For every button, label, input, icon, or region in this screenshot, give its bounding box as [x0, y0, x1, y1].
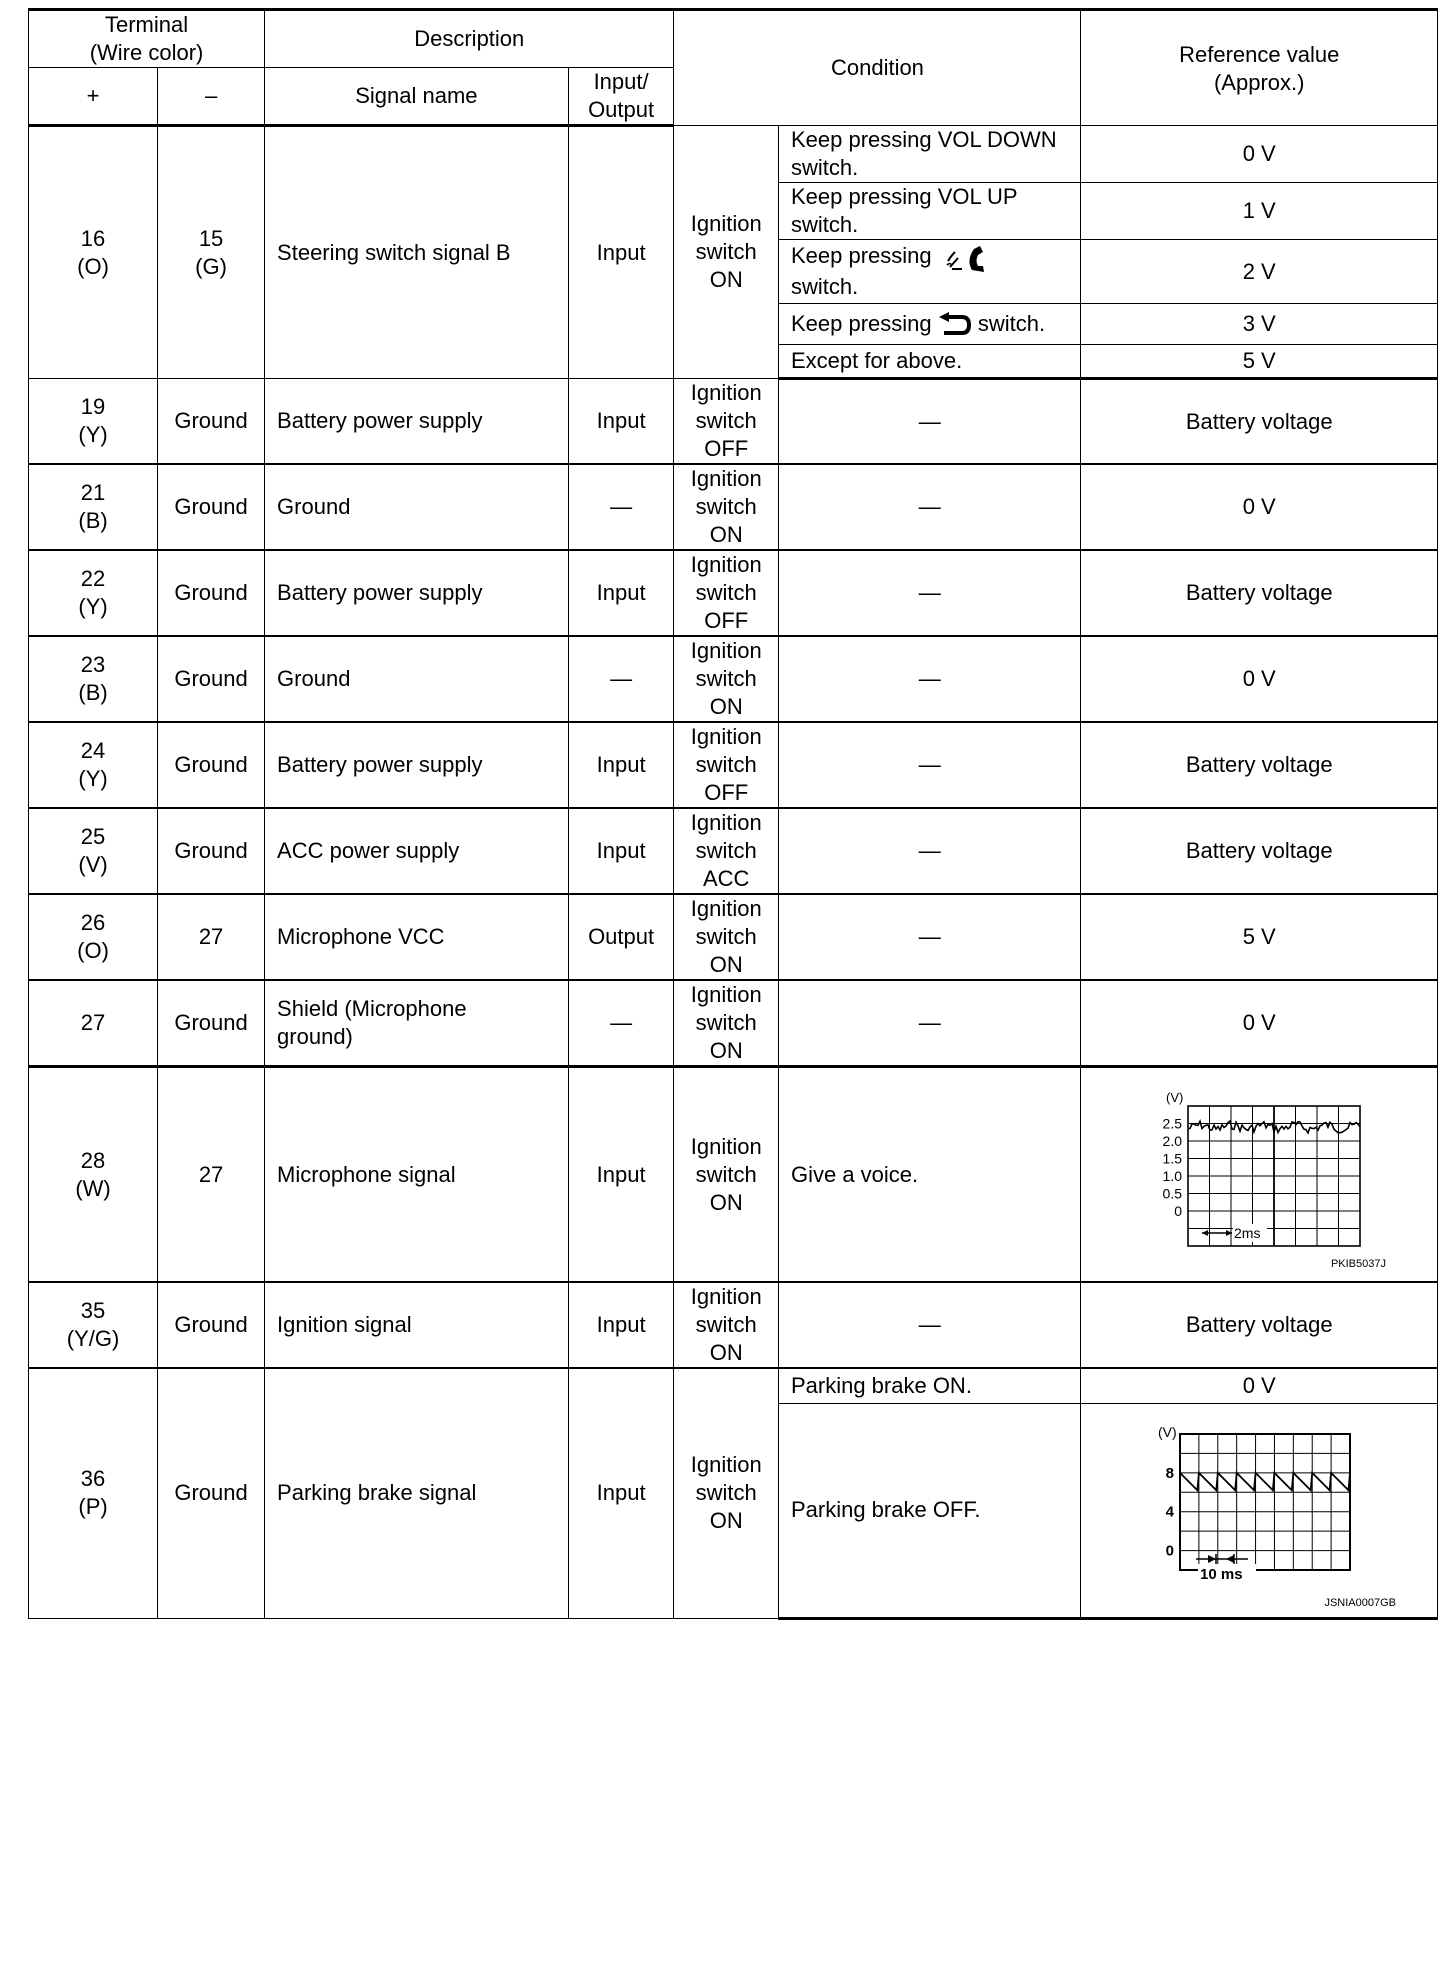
wire-color: (Y)	[78, 594, 108, 619]
condition-line: Ignition	[690, 211, 762, 236]
sub-condition: Except for above.	[778, 345, 1080, 379]
y-tick-label: 8	[1165, 1464, 1175, 1482]
time-scale-marker	[1196, 1554, 1256, 1583]
ignition-condition	[674, 379, 779, 465]
condition-line: Ignition	[690, 1284, 762, 1309]
terminal-number: 27	[80, 1010, 106, 1035]
condition-text: switch.	[977, 310, 1046, 336]
terminal-number: 36	[80, 1466, 106, 1492]
signal-name	[265, 808, 569, 894]
condition-line: switch	[695, 494, 757, 519]
sub-condition: —	[778, 980, 1080, 1067]
io-header-line: Input/	[593, 69, 649, 94]
plus-header: +	[29, 68, 158, 126]
terminal-number: 21	[80, 480, 106, 505]
minus-terminal	[158, 126, 265, 379]
condition-line: switch	[695, 1010, 757, 1035]
ignition-condition	[674, 980, 779, 1067]
condition-line: switch	[695, 580, 757, 605]
y-tick-label: 0	[1174, 1203, 1183, 1219]
reference-value: 1 V	[1081, 183, 1438, 240]
reference-value: 0 V	[1081, 1368, 1438, 1403]
io-type: Input	[568, 1368, 674, 1618]
io-type: Output	[568, 894, 674, 980]
signal-name: Parking brake signal	[265, 1368, 569, 1618]
wire-color: (B)	[78, 508, 108, 533]
minus-terminal: Ground	[158, 1368, 265, 1618]
table-row	[29, 808, 1438, 894]
y-tick-label: 4	[1165, 1503, 1175, 1521]
terminal-number: 22	[80, 566, 106, 591]
ignition-condition	[674, 1282, 779, 1368]
condition-line: ON	[709, 1340, 743, 1365]
minus-terminal: Ground	[158, 550, 265, 636]
condition-line: Ignition	[690, 1133, 762, 1159]
reference-value: 5 V	[1081, 894, 1438, 980]
wire-color: (P)	[78, 1494, 108, 1520]
signal-name-line: ground)	[277, 1024, 353, 1049]
reference-value: 5 V	[1081, 345, 1438, 379]
wire-color: (Y)	[78, 766, 108, 791]
wire-color: (Y)	[78, 422, 108, 447]
plus-terminal	[29, 980, 158, 1067]
plus-terminal	[29, 722, 158, 808]
ignition-condition	[674, 126, 779, 379]
terminal-number: 26	[80, 910, 106, 935]
plus-terminal	[29, 808, 158, 894]
terminal-number: 23	[80, 652, 106, 677]
minus-terminal: Ground	[158, 722, 265, 808]
condition-line: switch	[695, 1161, 757, 1187]
signal-name	[265, 894, 569, 980]
condition-line: switch	[695, 924, 757, 949]
condition-text: Keep pressing	[790, 243, 932, 269]
condition-line: Ignition	[690, 638, 762, 663]
wire-color: (V)	[78, 852, 108, 877]
io-type: Input	[568, 722, 674, 808]
condition-line: Ignition	[690, 466, 762, 491]
parking-brake-wave	[1180, 1472, 1350, 1489]
sub-condition	[778, 183, 1080, 240]
condition-text: Keep pressing	[790, 310, 932, 336]
reference-value: 0 V	[1081, 126, 1438, 183]
sub-condition: Parking brake OFF.	[778, 1403, 1080, 1618]
plus-terminal	[29, 1282, 158, 1368]
plus-terminal	[29, 464, 158, 550]
condition-line: switch	[695, 752, 757, 777]
reference-value: 0 V	[1081, 636, 1438, 722]
reference-value: Battery voltage	[1081, 722, 1438, 808]
description-header: Description	[265, 10, 674, 68]
terminal-header-line: Terminal	[104, 12, 189, 37]
sub-condition	[778, 304, 1080, 345]
ignition-condition	[674, 1067, 779, 1283]
sub-condition: —	[778, 636, 1080, 722]
condition-line: switch	[695, 1480, 757, 1506]
condition-line: switch	[695, 666, 757, 691]
sub-condition: Parking brake ON.	[778, 1368, 1080, 1403]
table-row	[29, 1282, 1438, 1368]
terminal-number: 16	[80, 225, 106, 251]
terminal-header-line: (Wire color)	[89, 40, 204, 65]
sub-condition: —	[778, 894, 1080, 980]
signal-name-line: Shield (Microphone	[277, 996, 467, 1021]
table-row	[29, 1067, 1438, 1283]
io-type: Input	[568, 808, 674, 894]
reference-header	[1081, 10, 1438, 126]
condition-line: switch.	[790, 273, 859, 299]
plus-terminal	[29, 636, 158, 722]
terminal-number: 25	[80, 824, 106, 849]
io-header-line: Output	[588, 97, 655, 122]
sub-condition	[778, 126, 1080, 183]
time-scale-label: 10 ms	[1200, 1565, 1243, 1583]
condition-line: switch	[695, 408, 757, 433]
condition-line	[791, 242, 1068, 272]
microphone-oscilloscope	[1114, 1068, 1404, 1274]
reference-value: Battery voltage	[1081, 550, 1438, 636]
condition-line: Ignition	[690, 724, 762, 749]
time-scale-label: 2ms	[1234, 1225, 1261, 1241]
condition-line: switch	[695, 838, 757, 863]
grid-frame	[1180, 1434, 1350, 1570]
signal-name	[265, 636, 569, 722]
reference-value: 0 V	[1081, 980, 1438, 1067]
condition-line: ON	[709, 1508, 743, 1534]
y-tick-label: 2.5	[1162, 1115, 1183, 1132]
signal-name	[265, 722, 569, 808]
condition-header: Condition	[674, 10, 1081, 126]
minus-terminal: 27	[158, 1067, 265, 1283]
ignition-condition	[674, 894, 779, 980]
parking-brake-waveform	[1081, 1403, 1438, 1618]
wire-color: (B)	[78, 680, 108, 705]
condition-line: Keep pressing VOL DOWN	[790, 127, 1057, 152]
signal-name-line: Microphone VCC	[277, 924, 445, 949]
io-type: —	[568, 636, 674, 722]
plus-terminal	[29, 1067, 158, 1283]
reference-value: Battery voltage	[1081, 1282, 1438, 1368]
table-row	[29, 126, 1438, 183]
minus-header: –	[158, 68, 265, 126]
condition-line: OFF	[704, 608, 749, 633]
terminal-number: 19	[80, 394, 106, 419]
table-row	[29, 550, 1438, 636]
plus-terminal	[29, 894, 158, 980]
y-tick-label: 0.5	[1162, 1185, 1183, 1202]
reference-value: Battery voltage	[1081, 808, 1438, 894]
condition-line: switch.	[790, 212, 859, 237]
terminal-header	[29, 10, 265, 68]
reference-header-line: Reference value	[1179, 42, 1340, 67]
signal-name-line: Battery power supply	[277, 580, 483, 605]
ignition-condition	[674, 722, 779, 808]
plus-terminal	[29, 126, 158, 379]
reference-value: 3 V	[1081, 304, 1438, 345]
y-tick-label: 0	[1165, 1542, 1175, 1560]
table-row	[29, 636, 1438, 722]
minus-terminal: Ground	[158, 980, 265, 1067]
ignition-condition	[674, 1368, 779, 1618]
table-row	[29, 722, 1438, 808]
wire-color: (Y/G)	[66, 1326, 120, 1351]
condition-line: OFF	[704, 436, 749, 461]
io-type: —	[568, 980, 674, 1067]
condition-line: Keep pressing VOL UP	[790, 184, 1018, 209]
condition-line: Ignition	[690, 982, 762, 1007]
condition-line: OFF	[704, 780, 749, 805]
condition-line: switch.	[790, 155, 859, 180]
signal-name-line: Ground	[277, 494, 351, 519]
minus-terminal: 27	[158, 894, 265, 980]
sub-condition: —	[778, 464, 1080, 550]
minus-terminal: Ground	[158, 636, 265, 722]
plus-terminal	[29, 379, 158, 465]
ignition-condition	[674, 550, 779, 636]
condition-line: Ignition	[690, 810, 762, 835]
signal-name: Ignition signal	[265, 1282, 569, 1368]
condition-line: ON	[709, 1189, 743, 1215]
terminal-reference-table	[28, 8, 1438, 1620]
terminal-number: 35	[80, 1298, 106, 1323]
ignition-condition	[674, 464, 779, 550]
condition-line: ON	[709, 1038, 743, 1063]
scope-unit: (V)	[1166, 1090, 1184, 1105]
wire-color: (G)	[195, 253, 227, 279]
voice-phone-icon	[938, 243, 998, 273]
table-row	[29, 1368, 1438, 1403]
condition-line: ON	[709, 522, 743, 547]
io-type: Input	[568, 1067, 674, 1283]
figure-code: PKIB5037J	[1331, 1258, 1387, 1270]
io-type: —	[568, 464, 674, 550]
signal-name-line: Battery power supply	[277, 408, 483, 433]
figure-code: JSNIA0007GB	[1324, 1596, 1397, 1609]
minus-terminal: Ground	[158, 379, 265, 465]
minus-terminal: Ground	[158, 808, 265, 894]
minus-terminal: Ground	[158, 464, 265, 550]
signal-name	[265, 464, 569, 550]
io-type: Input	[568, 550, 674, 636]
wire-color: (O)	[77, 253, 109, 279]
microphone-waveform	[1081, 1067, 1438, 1283]
scope-grid	[1180, 1434, 1350, 1570]
time-scale-marker	[1202, 1224, 1267, 1242]
condition-line: Ignition	[690, 896, 762, 921]
minus-terminal: Ground	[158, 1282, 265, 1368]
sub-condition: —	[778, 722, 1080, 808]
ignition-condition	[674, 636, 779, 722]
wire-color: (O)	[77, 938, 109, 963]
reference-value: Battery voltage	[1081, 379, 1438, 465]
terminal-number: 28	[80, 1147, 106, 1173]
condition-line: Ignition	[690, 552, 762, 577]
condition-line: Ignition	[690, 380, 762, 405]
sub-condition: —	[778, 808, 1080, 894]
parking-brake-oscilloscope	[1114, 1404, 1404, 1610]
io-type: Input	[568, 126, 674, 379]
sub-condition: Give a voice.	[778, 1067, 1080, 1283]
signal-name-line: Ground	[277, 666, 351, 691]
y-tick-label: 1.5	[1162, 1150, 1183, 1167]
signal-name-line: ACC power supply	[277, 838, 460, 863]
reference-header-line: (Approx.)	[1213, 70, 1305, 95]
signal-name-line: Battery power supply	[277, 752, 483, 777]
table-row	[29, 464, 1438, 550]
condition-line: ON	[709, 952, 743, 977]
reference-value: 0 V	[1081, 464, 1438, 550]
condition-line: switch	[695, 1312, 757, 1337]
io-type: Input	[568, 379, 674, 465]
io-header	[568, 68, 674, 126]
wire-color: (W)	[75, 1175, 111, 1201]
sub-condition: —	[778, 379, 1080, 465]
y-tick-label: 1.0	[1162, 1168, 1183, 1184]
io-type: Input	[568, 1282, 674, 1368]
sub-condition: —	[778, 1282, 1080, 1368]
reference-value: 2 V	[1081, 240, 1438, 304]
back-arrow-icon	[938, 312, 972, 338]
table-row	[29, 379, 1438, 465]
terminal-number: 24	[80, 738, 106, 763]
scope-unit: (V)	[1158, 1423, 1177, 1440]
signal-name-header: Signal name	[265, 68, 569, 126]
condition-line: ON	[709, 694, 743, 719]
condition-line: Ignition	[690, 1452, 762, 1478]
y-tick-label: 2.0	[1162, 1133, 1183, 1149]
condition-line: switch	[695, 239, 757, 264]
sub-condition: —	[778, 550, 1080, 636]
condition-line: ACC	[702, 866, 750, 891]
plus-terminal	[29, 550, 158, 636]
condition-line: ON	[709, 267, 743, 292]
plus-terminal	[29, 1368, 158, 1618]
table-row	[29, 980, 1438, 1067]
signal-name: Steering switch signal B	[265, 126, 569, 379]
ignition-condition	[674, 808, 779, 894]
signal-name	[265, 550, 569, 636]
table-row	[29, 894, 1438, 980]
signal-name	[265, 980, 569, 1067]
signal-name: Microphone signal	[265, 1067, 569, 1283]
signal-name	[265, 379, 569, 465]
terminal-number: 15	[198, 225, 224, 251]
sub-condition	[778, 240, 1080, 304]
